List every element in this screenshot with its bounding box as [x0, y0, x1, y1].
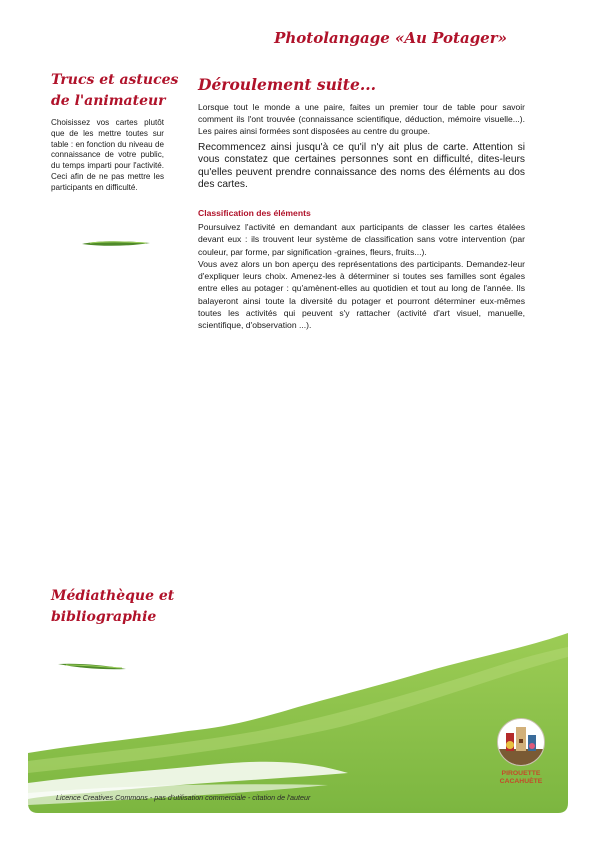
grass-divider-icon: [80, 238, 152, 248]
sidebar-title-line2: de l'animateur: [51, 93, 166, 109]
logo-caption: [496, 770, 546, 786]
paragraph: Lorsque tout le monde a une paire, faites un premier tour de table pour savoir comment ils l'ont trouvée (connaissance scientifique, déduction, mémoire visuelle...). Les paires ainsi formées sont disposées au centre du groupe.: [198, 102, 525, 137]
main-content: [198, 75, 525, 332]
media-title-line1: Médiathèque et: [51, 588, 175, 604]
logo-caption-line1: PIROUETTE: [501, 770, 541, 777]
paragraph: Recommencez ainsi jusqu'à ce qu'il n'y ait plus de carte. Attention si vous constatez que certaines personnes sont en difficulté, dites-leurs qu'elles peuvent prendre connaissance des noms des éléments au dos des cartes.: [198, 141, 525, 191]
paragraph: Poursuivez l'activité en demandant aux participants de classer les cartes étalées devant eux : ils trouvent leur système de classification sans votre intervention (par couleur, par forme, par signification -graines, fleurs, fruits...).: [198, 221, 525, 257]
sidebar-title: [51, 70, 181, 112]
paragraph: Vous avez alors un bon aperçu des représentations des participants. Demandez-leur d'expliquer leurs choix. Amenez-les à déterminer si toutes ses familles sont égales entre elles au potager : qu'amènent-elles au quotidien et tout au long de l'année. Ils balayeront ainsi toute la diversité du potager et pourront déterminer eux-mêmes toutes les activités qui peuvent s'y rattacher (activité d'art visuel, manuelle, scientifique, d'observation ...).: [198, 258, 525, 331]
licence-text: Licence Creatives Commons - pas d'utilisation commerciale - citation de l'auteur: [56, 793, 311, 802]
grass-footer-illustration: [28, 633, 568, 813]
media-title: [51, 586, 181, 628]
media-title-line2: bibliographie: [51, 609, 157, 625]
pirouette-cacahuete-logo-icon: [497, 718, 545, 766]
sidebar-tip-text: Choisissez vos cartes plutôt que de les mettre toutes sur table : en fonction du niveau de connaissance de votre public, du temps imparti pour l'activité. Ceci afin de ne pas mettre les participants en difficulté.: [51, 118, 164, 192]
section-title: Déroulement suite...: [198, 75, 377, 94]
sidebar-title-line1: Trucs et astuces: [51, 72, 179, 88]
document-title: Photolangage «Au Potager»: [274, 29, 507, 47]
subsection-title: Classification des éléments: [198, 207, 311, 218]
logo-caption-line2: CACAHUÈTE: [499, 778, 543, 785]
